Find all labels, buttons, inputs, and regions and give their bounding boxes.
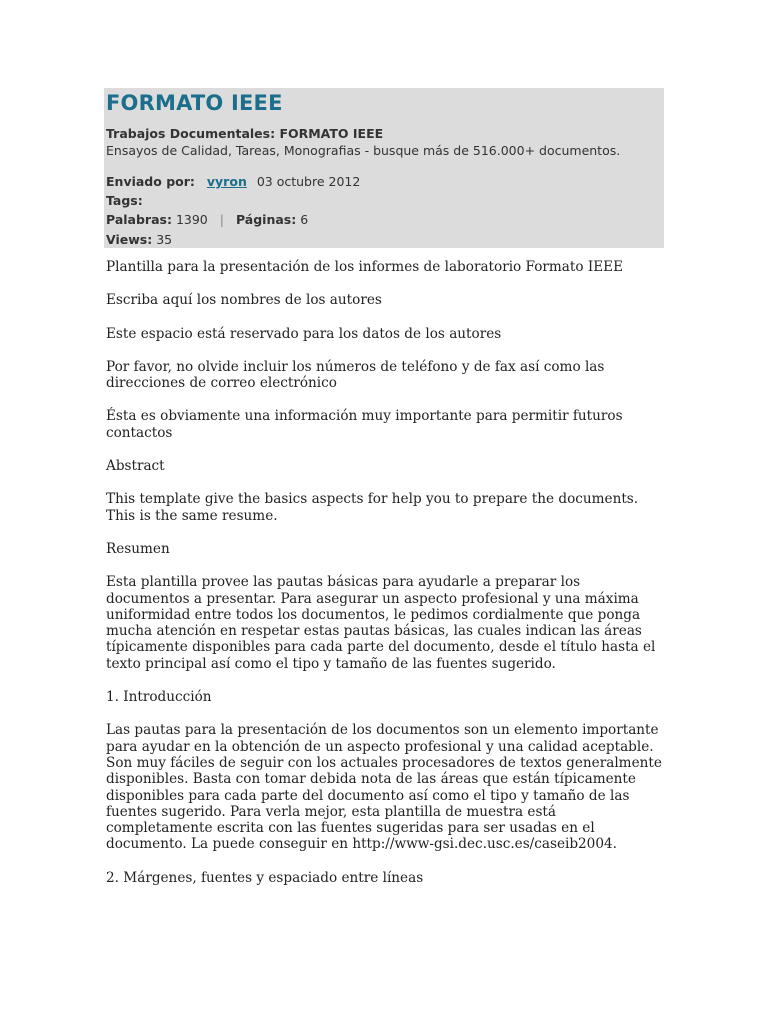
stats-line [106,212,308,228]
paragraph-resumen: Esta plantilla provee las pautas básicas para ayudarle a preparar los documentos a presentar. Para asegurar un aspecto profesional y una máxima uniformidad entre todos los documentos, le pedimos cordialmente que ponga mucha atención en respetar estas pautas básicas, las cuales indican las áreas típicamente disponibles para cada parte del documento, desde el título hasta el texto principal así como el tipo y tamaño de las fuentes sugerido. [106,574,656,672]
document-title: FORMATO IEEE [106,91,283,115]
tags-line [106,193,143,209]
author-link[interactable]: vyron [206,174,247,189]
document-info-box [104,88,664,248]
heading-abstract: Abstract [106,458,165,475]
views-value: 35 [156,232,173,247]
paragraph-contact-info: Por favor, no olvide incluir los números de teléfono y de fax así como las direcciones de correo electrónico [106,358,605,392]
words-label: Palabras: [106,212,172,227]
heading-resumen: Resumen [106,540,170,557]
paragraph-introduccion: Las pautas para la presentación de los documentos son un elemento importante para ayudar en la obtención de un aspecto profesional y una calidad aceptable. Son muy fáciles de seguir con los actuales procesadores de textos generalmente disponibles. Basta con tomar debida nota de las áreas que están típicamente disponibles para cada parte del documento así como el tipo y tamaño de las fuentes sugerido. Para verla mejor, esta plantilla de muestra está completamente escrita con las fuentes sugeridas para ser usadas en el documento. La puede conseguir en http://www-gsi.dec.usc.es/caseib2004. [106,722,662,853]
paragraph-template-intro: Plantilla para la presentación de los informes de laboratorio Formato IEEE [106,259,624,275]
document-body [106,259,666,903]
sent-date: 03 octubre 2012 [256,174,361,189]
paragraph-abstract: This template give the basics aspects for help you to prepare the documents. This is the same resume. [106,491,639,524]
description-line [106,143,620,159]
pages-label: Páginas: [235,212,297,227]
tags-label: Tags: [106,193,143,208]
stats-separator: | [219,212,224,227]
views-label: Views: [106,232,153,247]
sent-by-label: Enviado por: [106,174,195,189]
category-line [106,126,383,142]
paragraph-future-contacts: Ésta es obviamente una información muy importante para permitir futuros contactos [106,408,623,441]
paragraph-authors-data: Este espacio está reservado para los datos de los autores [106,325,502,342]
description-text: Ensayos de Calidad, Tareas, Monografias - busque más de 516.000+ documentos. [106,143,621,158]
sent-by-line [106,174,360,190]
views-line [106,232,172,248]
words-value: 1390 [175,212,208,227]
pages-value: 6 [300,212,309,227]
paragraph-authors-names: Escriba aquí los nombres de los autores [106,292,382,309]
heading-introduccion: 1. Introducción [106,689,212,706]
heading-margenes: 2. Márgenes, fuentes y espaciado entre líneas [106,869,424,886]
category-text: Trabajos Documentales: FORMATO IEEE [106,126,384,141]
